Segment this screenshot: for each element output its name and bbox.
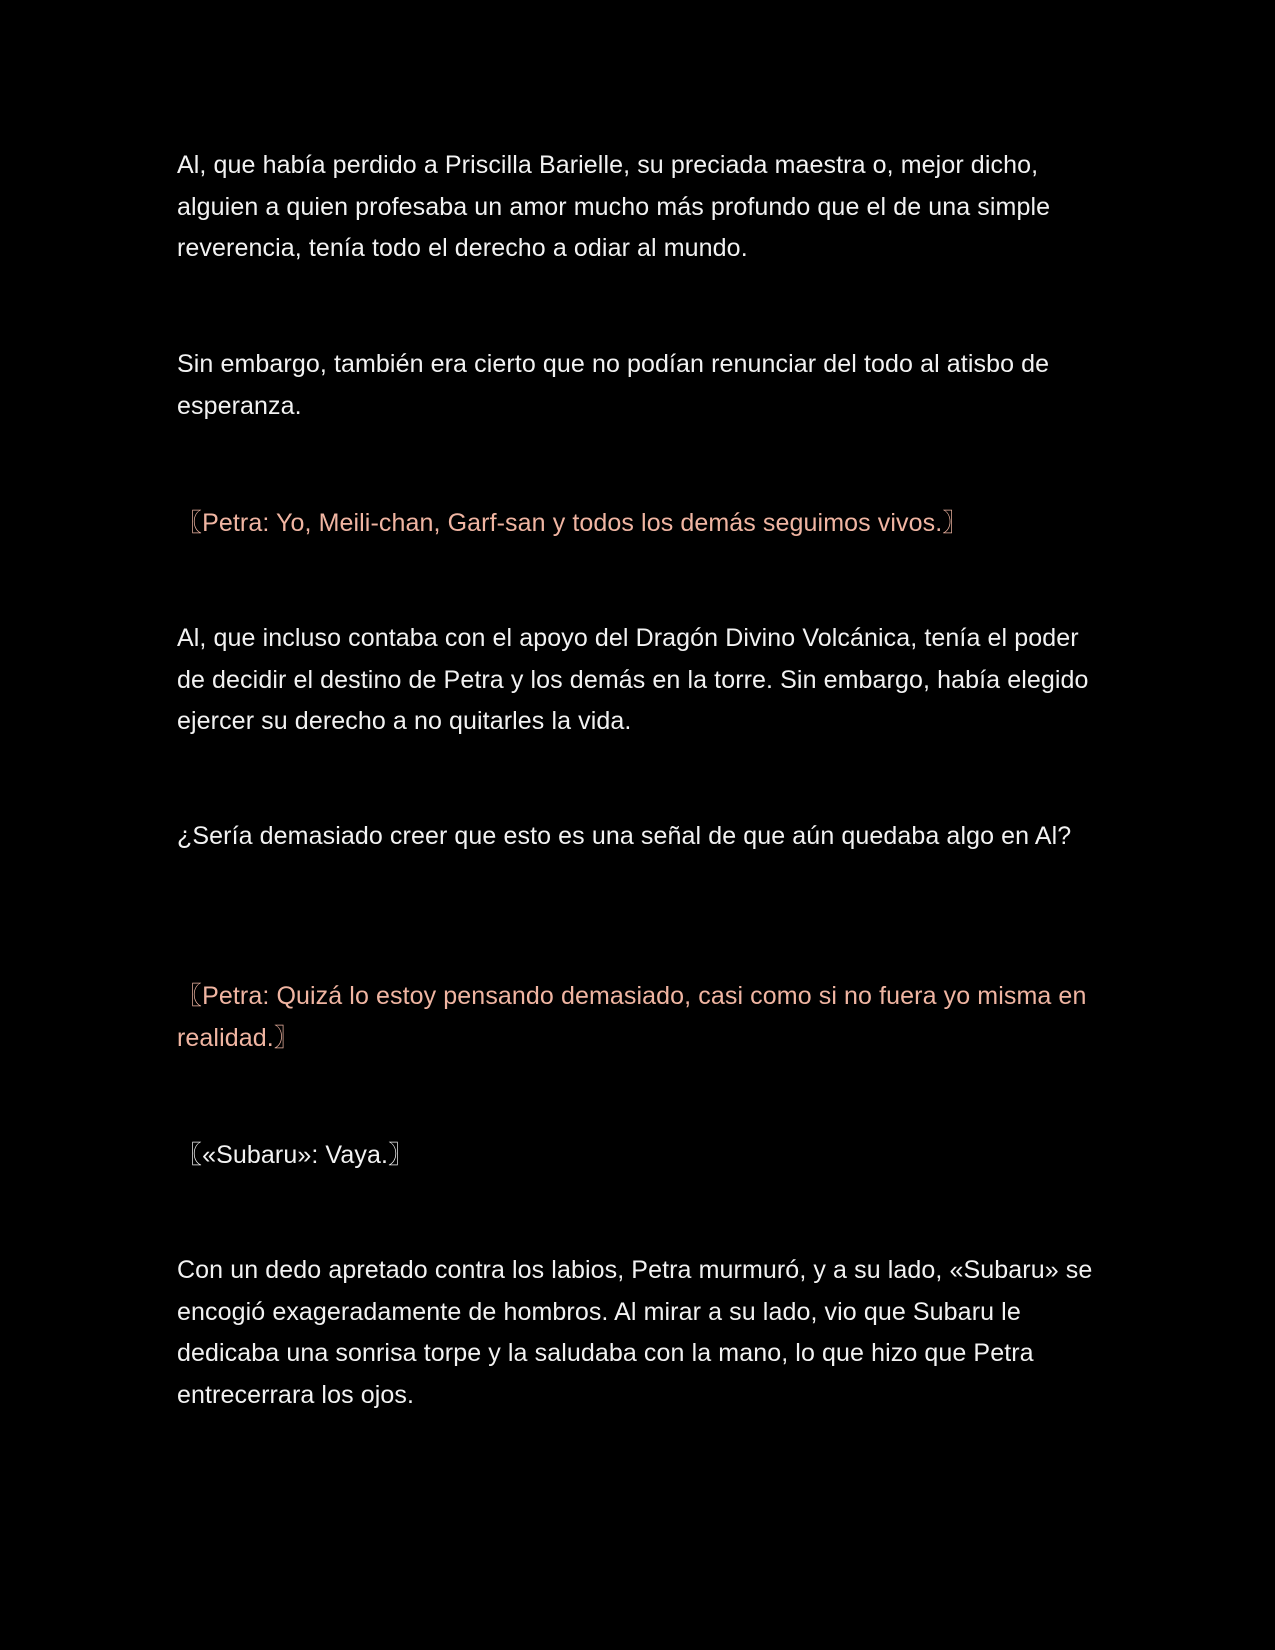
narration-paragraph: Al, que había perdido a Priscilla Barielle, su preciada maestra o, mejor dicho, alguien a quien profesaba un amor mucho más profundo que el de una simple reverencia, tenía todo el derecho a odiar al mundo. bbox=[177, 151, 1051, 262]
narration-paragraph: Sin embargo, también era cierto que no podían renunciar del todo al atisbo de esperanza. bbox=[177, 350, 1050, 420]
subaru-dialog-line: 〖«Subaru»: Vaya.〗 bbox=[177, 1141, 414, 1169]
narration-paragraph: Con un dedo apretado contra los labios, Petra murmuró, y a su lado, «Subaru» se encogió exageradamente de hombros. Al mirar a su lado, vio que Subaru le dedicaba una sonrisa torpe y la saludaba con la mano, lo que hizo que Petra entrecerrara los ojos. bbox=[177, 1256, 1093, 1409]
narration-paragraph: ¿Sería demasiado creer que esto es una señal de que aún quedaba algo en Al? bbox=[177, 822, 1072, 850]
narration-paragraph: Al, que incluso contaba con el apoyo del Dragón Divino Volcánica, tenía el poder de decidir el destino de Petra y los demás en la torre. Sin embargo, había elegido ejercer su derecho a no quitarles la vida. bbox=[177, 624, 1089, 735]
petra-dialog-line: 〖Petra: Yo, Meili-chan, Garf-san y todos los demás seguimos vivos.〗 bbox=[177, 509, 968, 537]
petra-dialog-line: 〖Petra: Quizá lo estoy pensando demasiado, casi como si no fuera yo misma en realidad.〗 bbox=[177, 982, 1087, 1052]
